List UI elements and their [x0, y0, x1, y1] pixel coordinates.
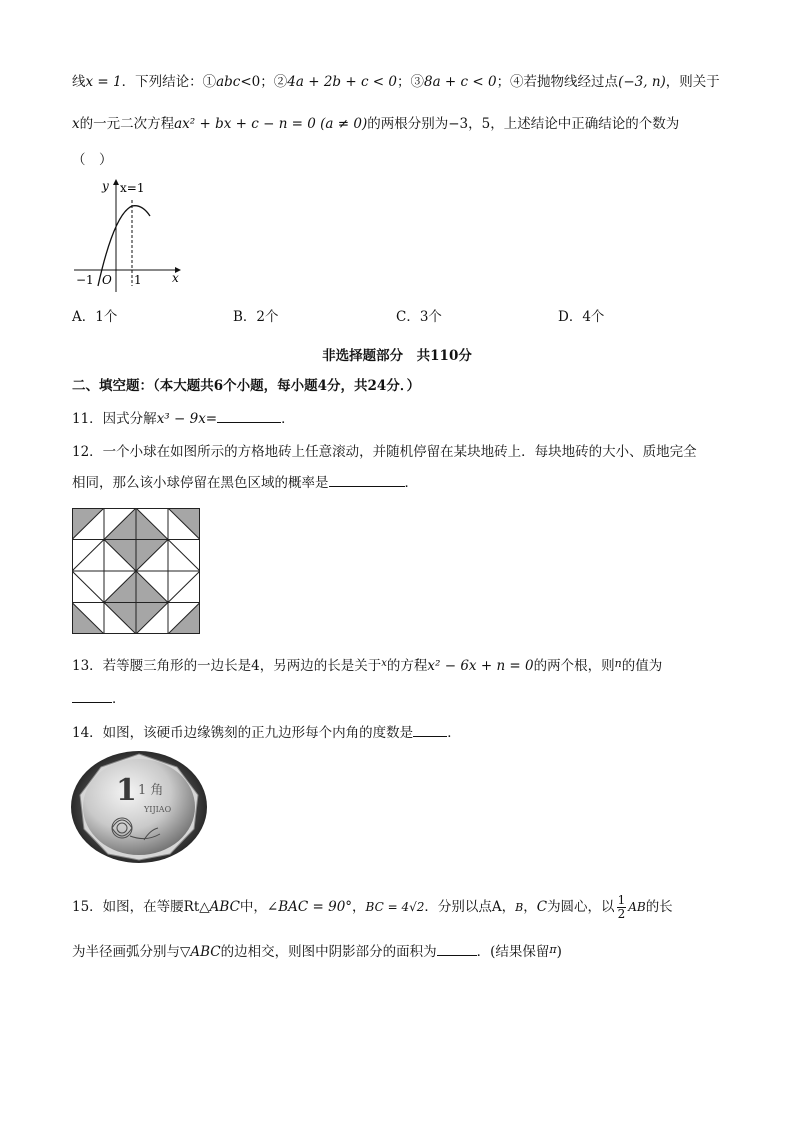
q11-text: 11．因式分解 [72, 411, 157, 427]
q13-text: 的值为 [621, 658, 663, 674]
q13-text: 的两个根，则 [533, 658, 615, 674]
q13-equation: x² − 6x + n = 0 [427, 658, 534, 674]
q10-text: 线 [72, 74, 86, 90]
q13-line1 [72, 654, 662, 676]
q10-point: (−3, n) [618, 74, 666, 90]
fraction-numerator: 1 [617, 893, 626, 907]
q13-n: n [614, 657, 622, 670]
q13-text: 13．若等腰三角形的一边长是4，另两边的长是关于 [72, 658, 382, 674]
x-axis-label: x [172, 271, 179, 285]
q15-text: ．(结果保留 [476, 944, 550, 960]
q10-text: 的一元二次方程 [79, 116, 175, 132]
q10-option-b: B．2个 [233, 309, 279, 325]
coin-image [70, 750, 208, 864]
q15-line1 [72, 894, 673, 921]
q12-answer-blank[interactable] [329, 472, 405, 487]
q10-expr3: 8a + c < 0 [423, 74, 497, 90]
q10-text: ；③ [396, 74, 424, 90]
q15-text: ．分别以点A， [424, 899, 516, 915]
q10-option-c: C．3个 [396, 309, 442, 325]
q15-text: 为半径画弧分别与 [72, 944, 180, 960]
q11-expr: x³ − 9x= [156, 411, 218, 427]
q15-point-c: C [536, 899, 548, 915]
q15-line2 [72, 940, 562, 962]
q10-text: 的两根分别为−3，5，上述结论中正确结论的个数为 [367, 116, 680, 132]
coin-denomination: 1 [116, 773, 137, 808]
q15-text: 为圆心，以 [547, 899, 615, 915]
q15-bc: BC = 4√2 [365, 900, 425, 914]
q12-tile-figure [72, 508, 200, 634]
q15-text: ， [352, 899, 366, 915]
fraction-denominator: 2 [617, 907, 626, 921]
q13-text: 的方程 [386, 658, 428, 674]
origin-label: O [102, 273, 112, 287]
q15-text: 中， [239, 899, 267, 915]
y-axis-label: y [102, 179, 109, 193]
q10-axis-eq: x = 1 [85, 74, 122, 90]
fill-blank-heading: 二、填空题：（本大题共6个小题，每小题4分，共24分．） [72, 378, 421, 394]
coin-jiao-char: 1 角 [138, 783, 164, 798]
q12-line1: 12．一个小球在如图所示的方格地砖上任意滚动，并随机停留在某块地砖上．每块地砖的大小、质地完全 [72, 444, 697, 460]
q12-line2 [72, 472, 418, 493]
q15-text: 的长 [645, 899, 673, 915]
q15-triangle-symbol: ▽ABC [180, 944, 221, 960]
q13-line2 [72, 688, 126, 709]
q15-text: ， [523, 899, 537, 915]
q14-text: 14．如图，该硬币边缘镌刻的正九边形每个内角的度数是 [72, 725, 414, 741]
q15-text: 的边相交，则图中阴影部分的面积为 [220, 944, 437, 960]
q12-text: 相同，那么该小球停留在黑色区域的概率是 [72, 475, 329, 491]
q14 [72, 722, 461, 743]
q15-angle: ∠BAC = 90° [266, 899, 353, 915]
q12-end: ． [404, 475, 418, 491]
label-1: 1 [134, 273, 142, 287]
q14-end: ． [447, 725, 461, 741]
q10-option-a: A．1个 [72, 309, 118, 325]
q11-answer-blank[interactable] [217, 408, 281, 423]
q13-x: x [381, 658, 387, 669]
q10-equation: ax² + bx + c − n = 0 (a ≠ 0) [174, 116, 368, 132]
q15-answer-blank[interactable] [437, 941, 477, 956]
q10-text: ，则关于 [665, 74, 720, 90]
q10-line2 [72, 114, 679, 134]
q10-text: ；④若抛物线经过点 [496, 74, 619, 90]
q14-answer-blank[interactable] [413, 722, 447, 737]
q13-end: ． [112, 691, 126, 707]
q13-answer-blank[interactable] [72, 688, 112, 703]
q10-line1 [72, 72, 720, 92]
q15-ab: AB [628, 900, 646, 914]
symmetry-label: x=1 [120, 181, 145, 195]
q15-text: ) [556, 944, 562, 960]
q10-expr2: 4a + 2b + c < 0 [287, 74, 397, 90]
q15-pi: π [549, 943, 557, 956]
q15-fraction [617, 894, 627, 921]
coin-pinyin: YIJIAO [144, 805, 172, 814]
q10-x: x [72, 116, 80, 132]
q15-triangle: ABC [209, 899, 240, 915]
label-neg1: −1 [76, 273, 94, 287]
q11-end: ． [281, 411, 295, 427]
q10-bracket: （ ） [72, 152, 113, 168]
q10-text: ．下列结论：① [121, 74, 217, 90]
q15-text: 15．如图，在等腰Rt△ [72, 899, 210, 915]
q10-parabola-graph [70, 174, 190, 294]
section-title: 非选择题部分 共110分 [322, 348, 472, 364]
q10-text: <0；② [240, 74, 288, 90]
q11 [72, 408, 295, 429]
q10-option-d: D．4个 [558, 309, 605, 325]
q15-point-b: B [515, 901, 524, 914]
q10-abc: abc [216, 74, 241, 90]
